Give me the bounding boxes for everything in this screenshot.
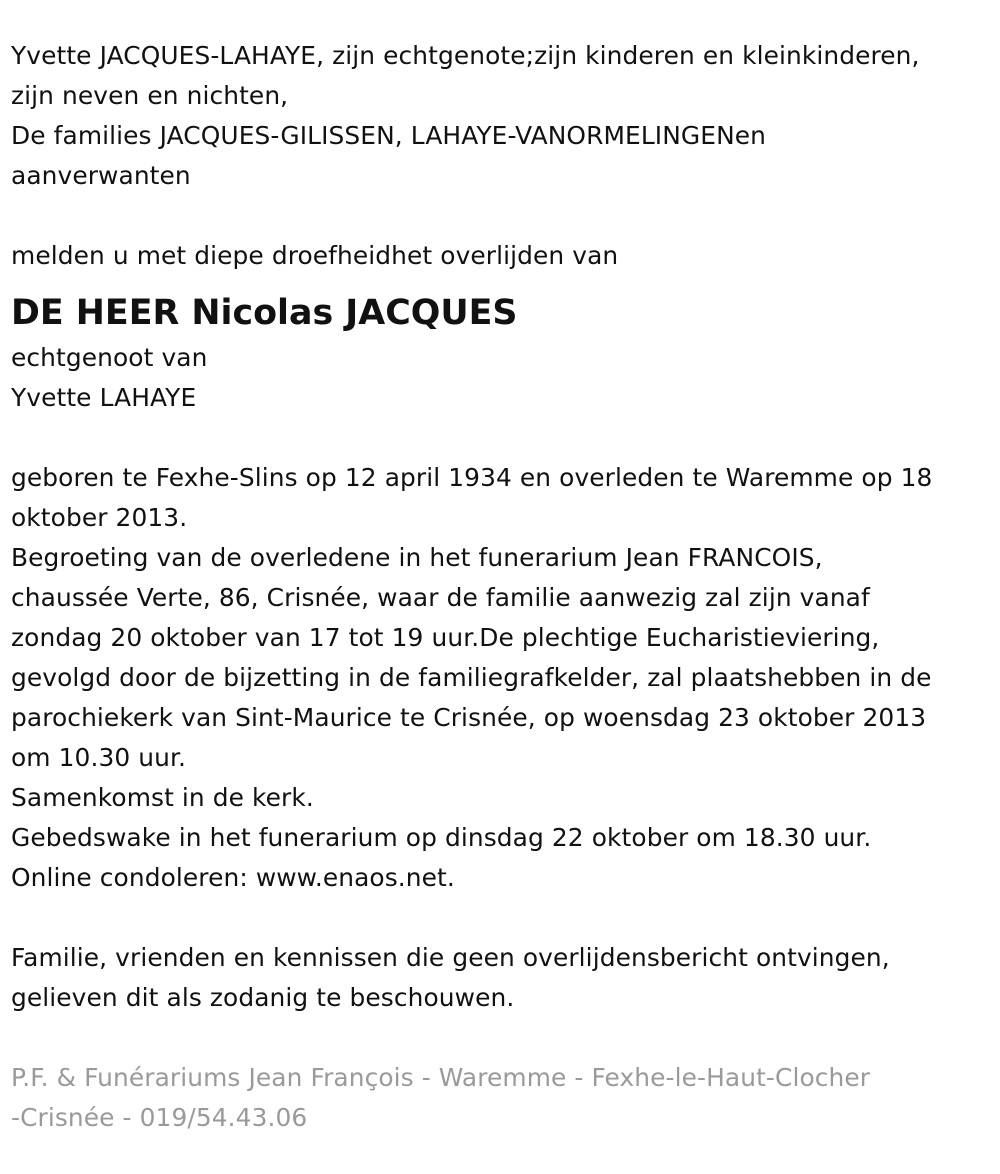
details-line: Gebedswake in het funerarium op dinsdag 22 oktober om 18.30 uur. [11, 823, 872, 852]
details-line: gevolgd door de bijzetting in de familiegrafkelder, zal plaatshebben in de [11, 663, 932, 692]
details-line: om 10.30 uur. [11, 743, 187, 772]
details-block [11, 458, 991, 898]
spouse-block [11, 338, 991, 418]
spouse-line: Yvette LAHAYE [11, 383, 197, 412]
footer-line: P.F. & Funérariums Jean François - Waremme - Fexhe-le-Haut-Clocher [11, 1063, 871, 1092]
details-line: Online condoleren: www.enaos.net. [11, 863, 455, 892]
closing-block [11, 938, 991, 1018]
details-line: chaussée Verte, 86, Crisnée, waar de familie aanwezig zal zijn vanaf [11, 583, 870, 612]
details-line: Begroeting van de overledene in het funerarium Jean FRANCOIS, [11, 543, 823, 572]
intro-text: melden u met diepe droefheidhet overlijden van [11, 241, 619, 270]
family-line: De families JACQUES-GILISSEN, LAHAYE-VANORMELINGENen [11, 121, 767, 150]
details-line: oktober 2013. [11, 503, 188, 532]
closing-line: gelieven dit als zodanig te beschouwen. [11, 983, 515, 1012]
details-line: Samenkomst in de kerk. [11, 783, 314, 812]
family-block [11, 36, 991, 196]
spacer [11, 1018, 991, 1058]
death-notice [11, 36, 991, 1138]
spacer [11, 898, 991, 938]
family-line: Yvette JACQUES-LAHAYE, zijn echtgenote;zijn kinderen en kleinkinderen, [11, 41, 920, 70]
spacer [11, 418, 991, 458]
closing-line: Familie, vrienden en kennissen die geen overlijdensbericht ontvingen, [11, 943, 890, 972]
spouse-line: echtgenoot van [11, 343, 208, 372]
details-line: zondag 20 oktober van 17 tot 19 uur.De plechtige Eucharistieviering, [11, 623, 880, 652]
deceased-name: DE HEER Nicolas JACQUES [11, 293, 518, 333]
spacer [11, 196, 991, 236]
details-line: geboren te Fexhe-Slins op 12 april 1934 en overleden te Waremme op 18 [11, 463, 933, 492]
family-line: aanverwanten [11, 161, 191, 190]
footer-line: -Crisnée - 019/54.43.06 [11, 1103, 308, 1132]
family-line: zijn neven en nichten, [11, 81, 289, 110]
funeral-home-footer [11, 1058, 991, 1138]
details-line: parochiekerk van Sint-Maurice te Crisnée, op woensdag 23 oktober 2013 [11, 703, 927, 732]
